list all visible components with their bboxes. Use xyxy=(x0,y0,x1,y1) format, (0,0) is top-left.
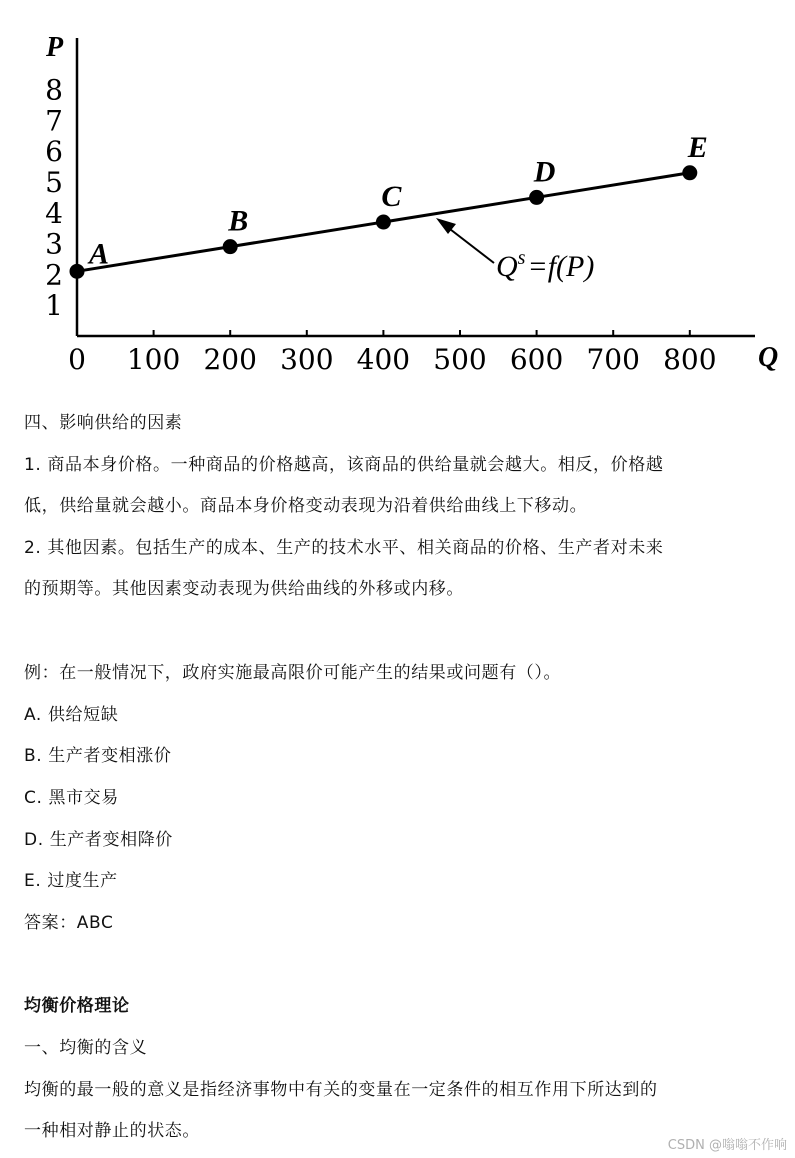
supply-curve-series xyxy=(70,131,708,279)
paragraph-equilibrium-1: 均衡的最一般的意义是指经济事物中有关的变量在一定条件的相互作用下所达到的 xyxy=(24,1080,658,1100)
point-a xyxy=(70,264,85,279)
csdn-watermark: CSDN @嗡嗡不作响 xyxy=(667,1138,787,1153)
point-label-c: C xyxy=(381,180,402,214)
point-c xyxy=(376,215,391,230)
y-tick-label: 5 xyxy=(45,166,63,199)
section-heading-supply-factors: 四、影响供给的因素 xyxy=(24,413,183,433)
paragraph-equilibrium-2: 一种相对静止的状态。 xyxy=(24,1121,200,1141)
example-question: 例：在一般情况下，政府实施最高限价可能产生的结果或问题有（）。 xyxy=(24,663,562,683)
point-label-a: A xyxy=(88,237,110,271)
x-tick-label: 800 xyxy=(663,343,717,376)
option-e: E. 过度生产 xyxy=(24,871,118,891)
option-a: A. 供给短缺 xyxy=(24,705,119,725)
point-label-b: B xyxy=(228,204,249,238)
section-title-equilibrium: 均衡价格理论 xyxy=(24,996,130,1016)
option-c: C. 黑市交易 xyxy=(24,788,119,808)
x-axis-label: Q xyxy=(758,342,779,373)
supply-equation xyxy=(496,247,594,283)
x-tick-label: 400 xyxy=(356,343,411,376)
equation-rest: =f(P) xyxy=(527,250,595,283)
y-axis-label: P xyxy=(46,32,64,63)
x-tick-label: 600 xyxy=(509,343,564,376)
option-d: D. 生产者变相降价 xyxy=(24,830,173,850)
paragraph-other-factors-2: 的预期等。其他因素变动表现为供给曲线的外移或内移。 xyxy=(24,579,464,599)
option-b: B. 生产者变相涨价 xyxy=(24,746,172,766)
x-tick-label: 500 xyxy=(433,343,487,376)
point-b xyxy=(223,239,238,254)
paragraph-price-factor-1: 1. 商品本身价格。一种商品的价格越高，该商品的供给量就会越大。相反，价格越 xyxy=(24,455,664,475)
x-tick-label: 700 xyxy=(586,343,640,376)
point-d xyxy=(529,190,544,205)
y-tick-label: 6 xyxy=(45,135,63,169)
y-tick-label: 2 xyxy=(45,258,63,292)
paragraph-other-factors-1: 2. 其他因素。包括生产的成本、生产的技术水平、相关商品的价格、生产者对未来 xyxy=(24,538,664,558)
point-label-d: D xyxy=(533,155,556,189)
y-tick-label: 8 xyxy=(45,73,63,107)
x-tick-label: 100 xyxy=(126,343,181,376)
answer: 答案：ABC xyxy=(24,913,114,933)
x-tick-label: 300 xyxy=(280,343,334,376)
subheading-equilibrium-meaning: 一、均衡的含义 xyxy=(24,1038,148,1058)
y-tick-label: 4 xyxy=(45,196,63,230)
y-tick-label: 7 xyxy=(45,104,63,138)
annotation-arrow-shaft xyxy=(446,226,494,263)
x-tick-label: 200 xyxy=(203,343,257,376)
point-e xyxy=(682,165,697,180)
y-tick-label: 3 xyxy=(45,227,63,261)
point-label-e: E xyxy=(687,130,708,164)
y-tick-label: 1 xyxy=(45,289,63,323)
supply-chart xyxy=(0,0,795,395)
equation-superscript: s xyxy=(517,247,526,269)
paragraph-price-factor-2: 低，供给量就会越小。商品本身价格变动表现为沿着供给曲线上下移动。 xyxy=(24,496,588,516)
x-tick-label: 0 xyxy=(68,343,86,376)
y-tick-group xyxy=(45,74,63,323)
supply-equation-annotation xyxy=(436,218,594,283)
equation-q: Q xyxy=(496,250,518,283)
